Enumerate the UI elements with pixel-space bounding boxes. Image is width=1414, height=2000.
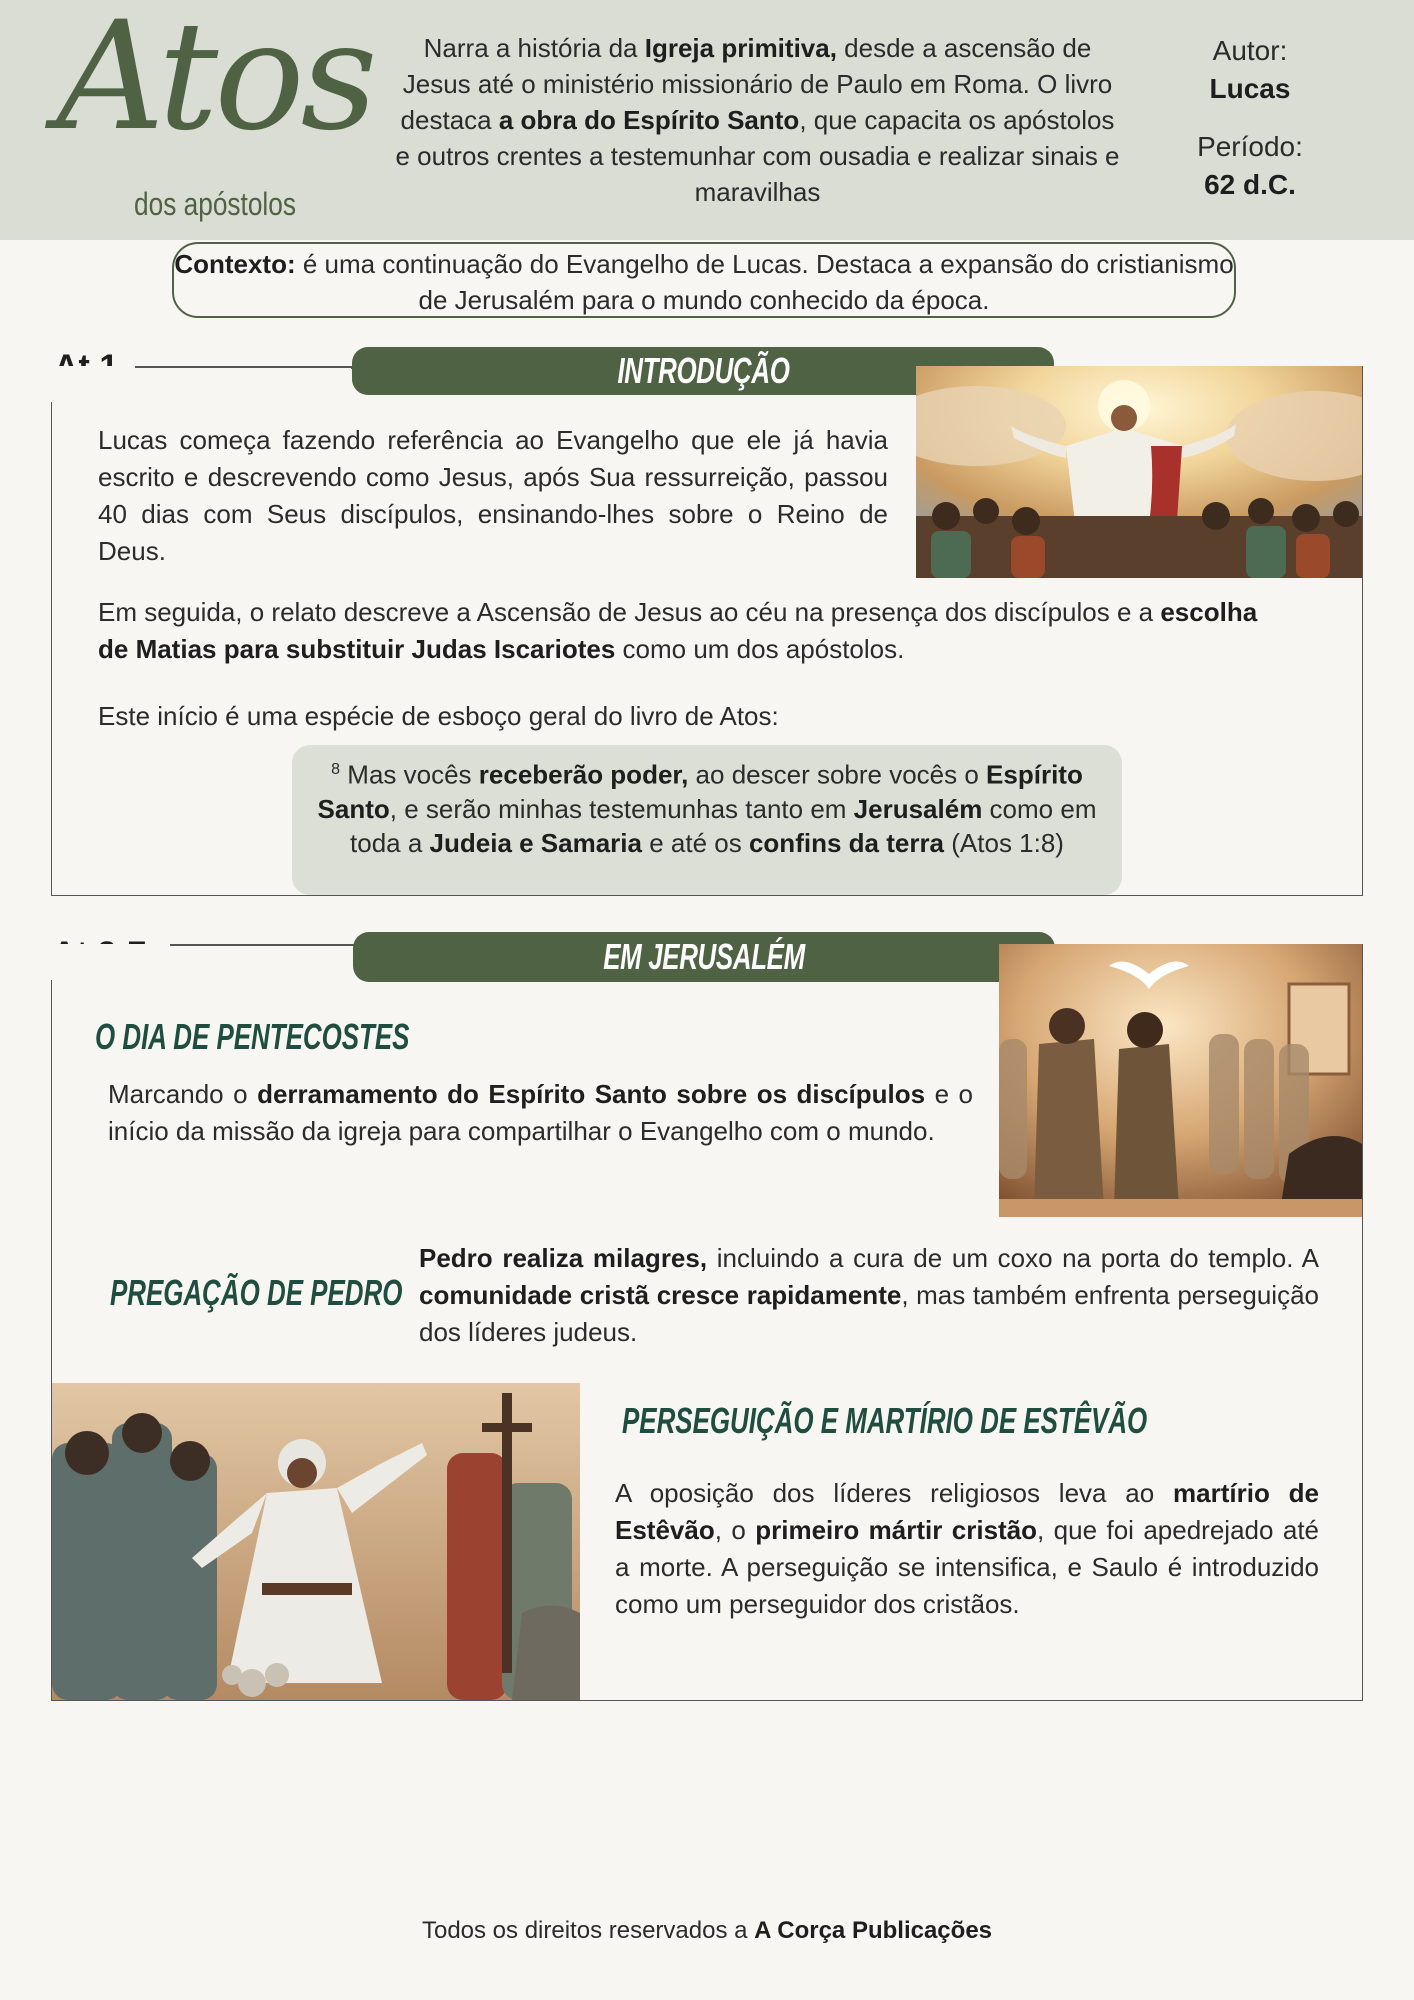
quote-bold: Judeia e Samaria xyxy=(429,827,642,858)
author-label: Autor: xyxy=(1212,35,1288,66)
section1-box-mask xyxy=(51,366,351,402)
para-bold: Pedro realiza milagres, xyxy=(419,1243,708,1273)
para-text: incluindo a cura de um coxo na porta do templo. A xyxy=(707,1243,1319,1273)
logo-title: Atos xyxy=(56,0,374,164)
pentecost-illustration xyxy=(999,944,1362,1217)
section2-box-mask xyxy=(51,944,351,980)
para-bold: primeiro mártir cristão xyxy=(755,1515,1038,1545)
para-text: e o início da missão da igreja para compartilhar o Evangelho com o mundo. xyxy=(108,1079,973,1146)
book-summary xyxy=(395,30,1120,210)
peter-text xyxy=(419,1240,1319,1351)
para-text: como um dos apóstolos. xyxy=(615,634,905,664)
context-box xyxy=(172,242,1236,318)
para-bold: escolha de Matias para substituir Judas Iscariotes xyxy=(98,597,1258,664)
verse-quote xyxy=(292,745,1122,895)
ascension-illustration xyxy=(916,366,1362,578)
context-text: é uma continuação do Evangelho de Lucas. Destaca a expansão do cristianismo de Jerusalém para o mundo conhecido da época. xyxy=(295,249,1234,315)
quote-text: , e serão minhas testemunhas tanto em xyxy=(389,793,854,824)
section1-banner-text: INTRODUÇÃO xyxy=(616,350,790,391)
logo xyxy=(40,0,390,230)
logo-subtitle: dos apóstolos xyxy=(134,186,296,222)
para-text: , o xyxy=(714,1515,756,1545)
peter-title: PREGAÇÃO DE PEDRO xyxy=(110,1272,403,1313)
para-text: A oposição dos líderes religiosos leva ao xyxy=(615,1478,1174,1508)
quote-bold: Espírito Santo xyxy=(317,759,1083,824)
quote-text: ao descer sobre vocês o xyxy=(688,759,987,790)
period-value: 62 d.C. xyxy=(1204,169,1296,200)
footer-brand: A Corça Publicações xyxy=(754,1917,993,1944)
verse-number: 8 xyxy=(331,761,341,778)
context-label: Contexto: xyxy=(174,249,296,279)
quote-text: Mas vocês xyxy=(340,759,479,790)
book-meta xyxy=(1150,32,1350,204)
section1-para1: Lucas começa fazendo referência ao Evangelho que ele já havia escrito e descrevendo como Jesus, após Sua ressurreição, passou 40 dias com Seus discípulos, ensinando-lhes sobre o Reino de Deus. xyxy=(98,425,888,566)
quote-bold: receberão poder, xyxy=(478,759,689,790)
section1-para2 xyxy=(98,594,1278,668)
stephen-text xyxy=(615,1475,1319,1623)
summary-bold: a obra do Espírito Santo xyxy=(498,105,800,135)
section2-ref-line xyxy=(170,944,355,946)
quote-text: e até os xyxy=(642,827,749,858)
para-text: Marcando o xyxy=(108,1079,258,1109)
section2-banner xyxy=(353,932,1055,982)
stephen-illustration xyxy=(52,1383,580,1700)
quote-bold: confins da terra xyxy=(748,827,945,858)
pentecost-title: O DIA DE PENTECOSTES xyxy=(95,1016,410,1057)
summary-text: , que capacita os apóstolos e outros crentes a testemunhar com ousadia e realizar sinais e maravilhas xyxy=(395,105,1120,207)
quote-text: como em toda a xyxy=(350,793,1097,858)
para-bold: derramamento do Espírito Santo sobre os discípulos xyxy=(257,1079,926,1109)
summary-bold: Igreja primitiva, xyxy=(644,33,837,63)
pentecost-text xyxy=(108,1076,973,1150)
section1-para3: Este início é uma espécie de esboço geral do livro de Atos: xyxy=(98,701,779,731)
para-text: , mas também enfrenta perseguição dos líderes judeus. xyxy=(419,1280,1320,1347)
para-text: Em seguida, o relato descreve a Ascensão de Jesus ao céu na presença dos discípulos e a xyxy=(98,597,1161,627)
quote-bold: Jerusalém xyxy=(853,793,983,824)
period-label: Período: xyxy=(1197,131,1303,162)
section1-ref-line-2 xyxy=(135,366,355,368)
footer-text: Todos os direitos reservados a xyxy=(421,1917,755,1944)
summary-text: Narra a história da xyxy=(423,33,645,63)
para-text: , que foi apedrejado até a morte. A perseguição se intensifica, e Saulo é introduzido como um perseguidor dos cristãos. xyxy=(615,1515,1319,1619)
para-bold: martírio de Estêvão xyxy=(615,1478,1319,1545)
author-value: Lucas xyxy=(1209,73,1291,104)
quote-text: (Atos 1:8) xyxy=(944,827,1064,858)
section2-banner-text: EM JERUSALÉM xyxy=(603,936,805,977)
footer xyxy=(0,1917,1414,1945)
para-bold: comunidade cristã cresce rapidamente xyxy=(419,1280,902,1310)
stephen-title: PERSEGUIÇÃO E MARTÍRIO DE ESTÊVÃO xyxy=(622,1400,1148,1441)
summary-text: desde a ascensão de Jesus até o ministério missionário de Paulo em Roma. O livro destaca xyxy=(400,33,1113,135)
